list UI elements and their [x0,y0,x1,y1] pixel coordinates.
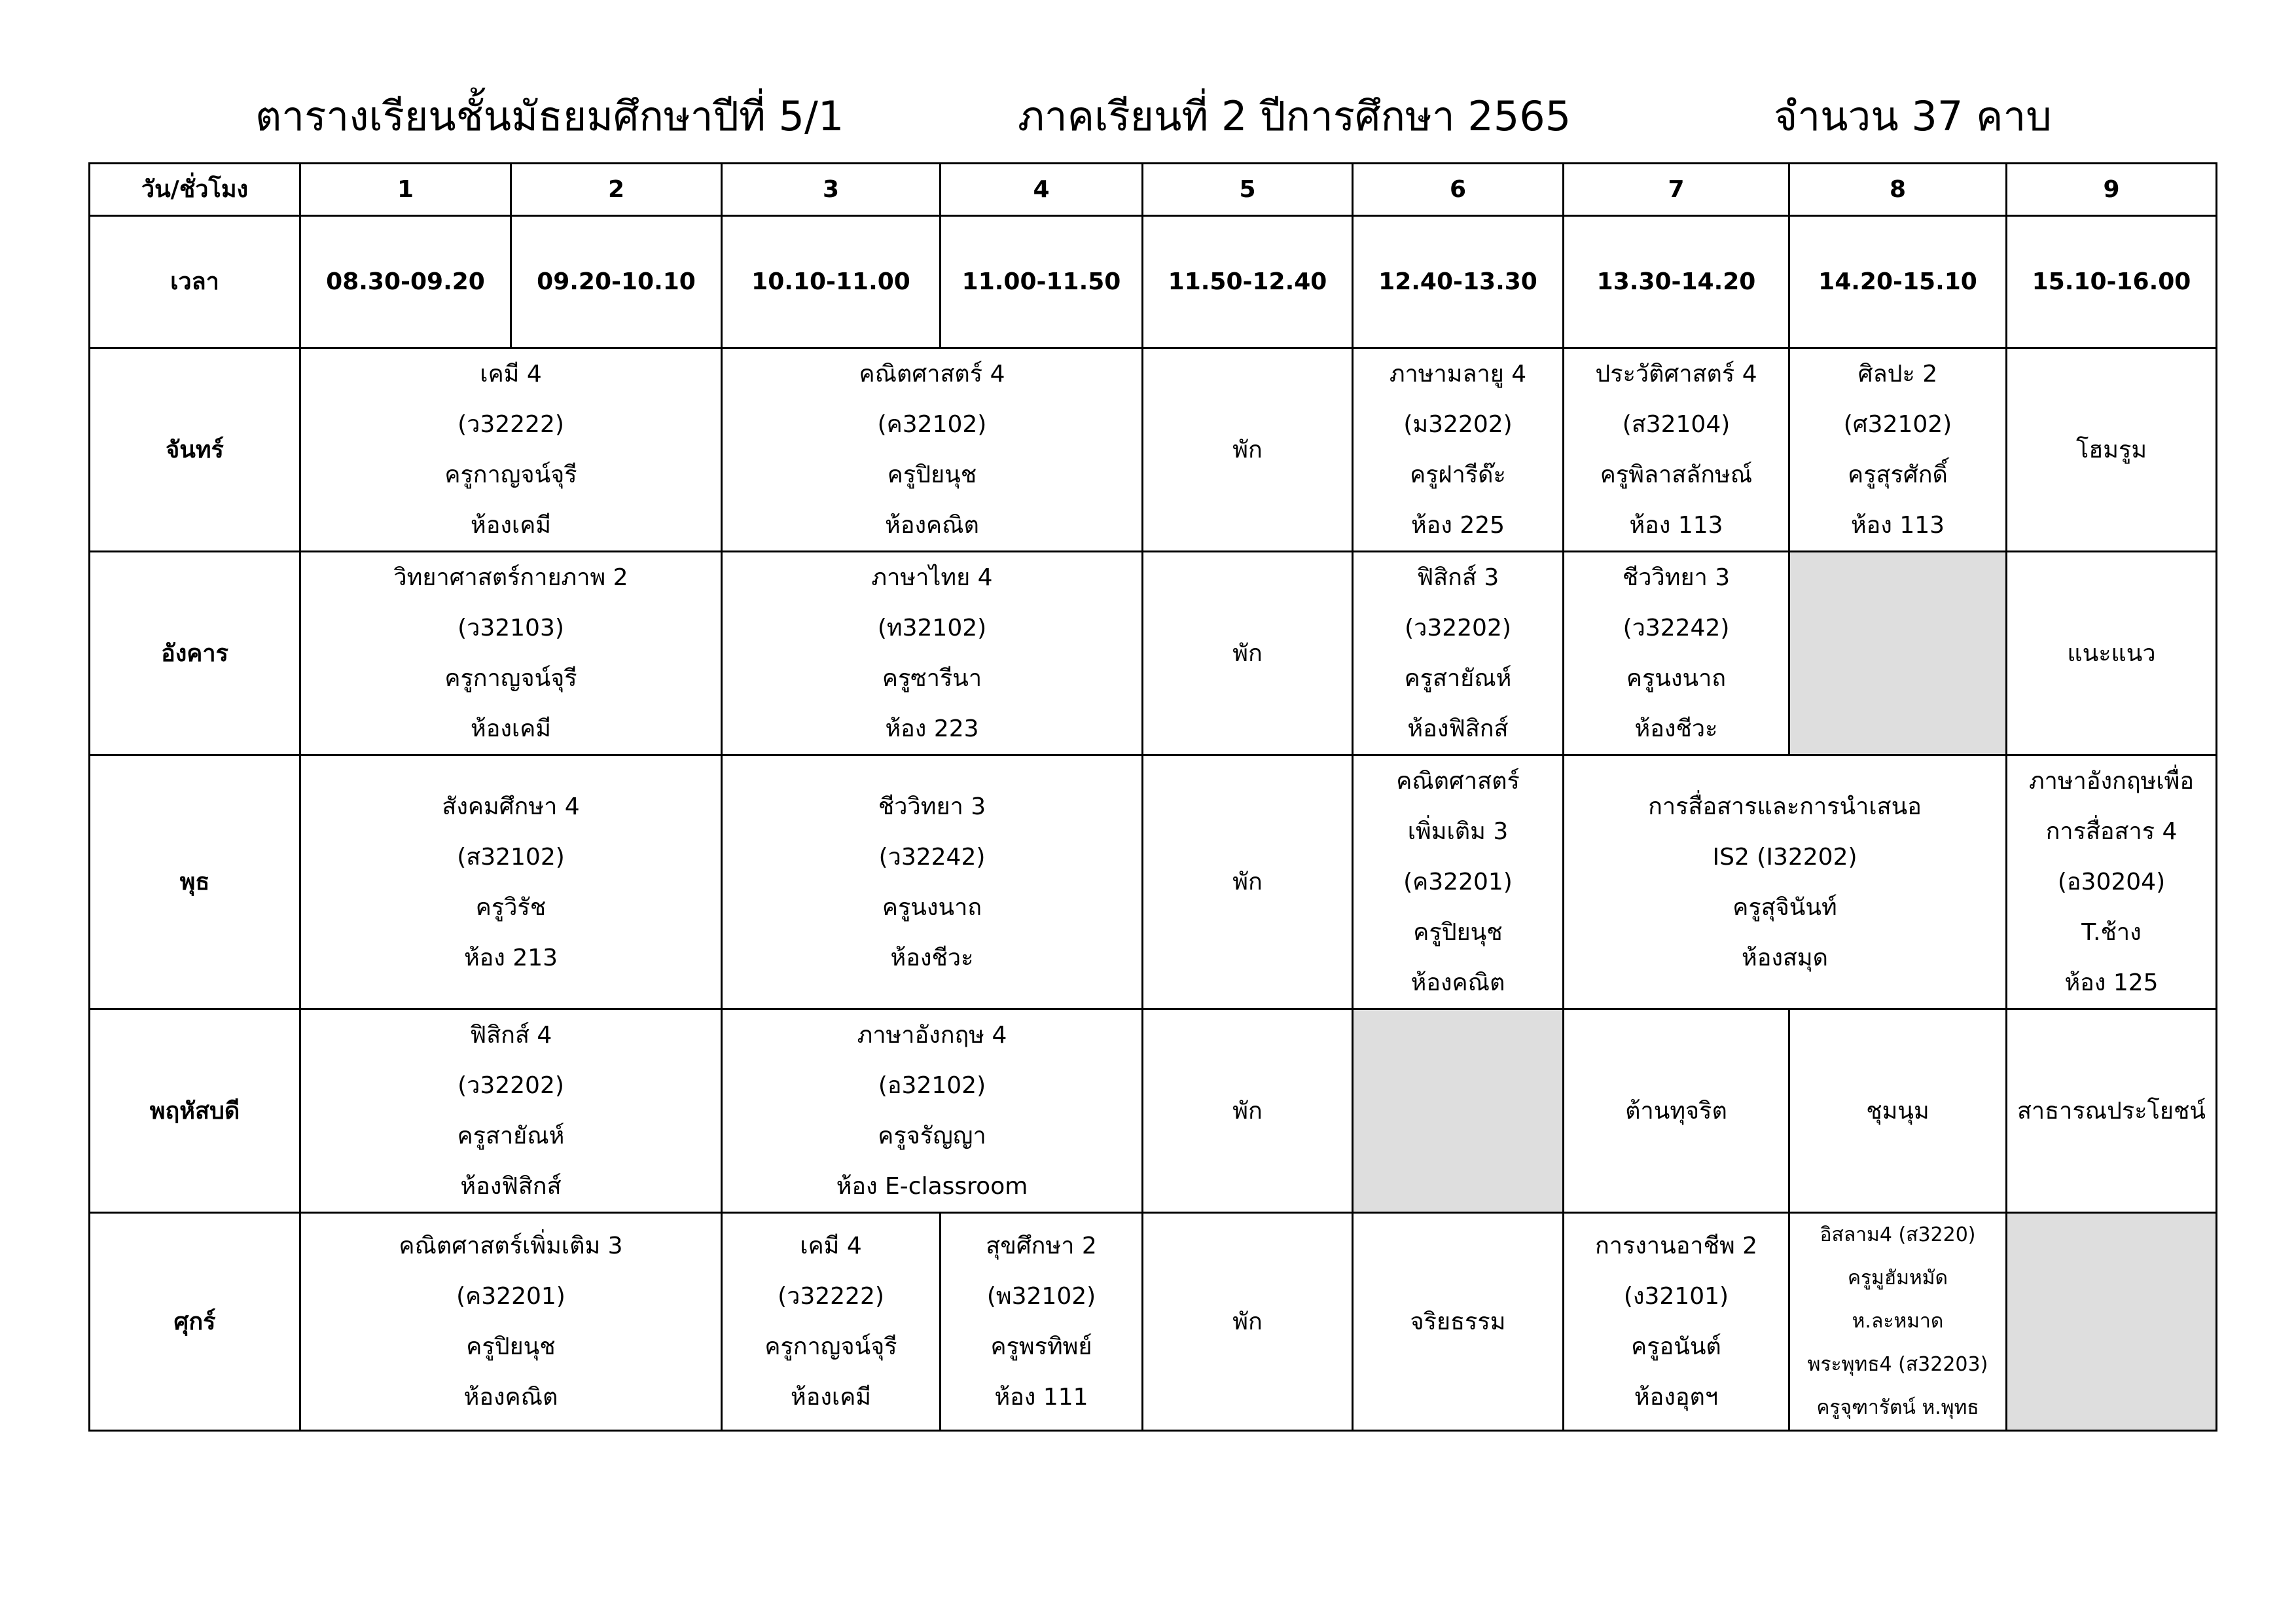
subject-name: ประวัติศาสตร์ 4 [1595,361,1757,388]
time-slot: 10.10-11.00 [722,216,941,348]
teacher-name: ครูปิยนุช [887,461,977,488]
room-name: ห้องชีวะ [1634,715,1718,742]
class-cell [722,755,1143,1009]
room-name: ห้อง 223 [885,715,979,742]
teacher-name: T.ช้าง [2081,919,2142,946]
subject-code: (ส32104) [1622,411,1731,438]
subject-code: (ค32201) [456,1283,565,1310]
class-cell [1353,755,1564,1009]
teacher-name: ครูปิยนุช [1413,919,1503,946]
class-cell [941,1213,1143,1431]
room-name: ห.ละหมาด [1852,1310,1944,1333]
class-cell [2007,755,2217,1009]
timetable [88,162,2217,1432]
activity-cell: ชุมนุม [1789,1009,2007,1213]
teacher-name: ครูสุจินันท์ [1732,893,1837,921]
class-cell [1564,755,2007,1009]
room-name: ห้องฟิสิกส์ [460,1173,562,1200]
room-name: ห้องคณิต [885,512,979,539]
subject-name: สังคมศึกษา 4 [442,793,580,820]
subject-code: (พ32102) [986,1283,1096,1310]
time-slot: 15.10-16.00 [2007,216,2217,348]
class-cell [722,1213,941,1431]
teacher-name: ครูวิรัช [475,893,547,921]
subject-name: อิสลาม4 (ส3220) [1820,1223,1976,1246]
room-name: ห้อง 113 [1629,512,1723,539]
subject-code: (ว32222) [457,411,564,438]
subject-code: (ว32202) [1405,615,1511,641]
room-name: ห้อง 225 [1410,512,1505,539]
day-label: ศุกร์ [90,1213,300,1431]
header-row [90,164,2217,216]
day-label: พุธ [90,755,300,1009]
room-name: ห้องเคมี [790,1384,872,1411]
period-header: 3 [722,164,941,216]
friday-row [90,1213,2217,1431]
class-cell [1789,348,2007,552]
subject-name: ชีววิทยา 3 [878,793,986,820]
subject-code: (ส32102) [457,843,565,871]
activity-cell: ต้านทุจริต [1564,1009,1789,1213]
subject-code: (ศ32102) [1843,411,1952,438]
period-header: 7 [1564,164,1789,216]
teacher-name: ครูสายัณห์ [1404,665,1512,692]
teacher-name: ครูปิยนุช [466,1333,556,1360]
teacher-name: ครูมูฮัมหมัด [1847,1267,1948,1290]
subject-name: เคมี 4 [800,1233,862,1259]
room-name: ห้อง 111 [994,1384,1088,1411]
teacher-name: ครูกาญจน์จุรี [444,461,577,488]
subject-name: ศิลปะ 2 [1857,361,1938,388]
subject-code: (อ32102) [878,1072,986,1099]
room-name: ห้องฟิสิกส์ [1407,715,1509,742]
subject-name: ชีววิทยา 3 [1622,564,1731,591]
class-cell [1564,348,1789,552]
room-name: ห้อง 125 [2064,969,2159,996]
activity-cell: จริยธรรม [1353,1213,1564,1431]
room-name: ห้องคณิต [1410,969,1505,996]
time-slot: 09.20-10.10 [511,216,722,348]
time-slot: 11.50-12.40 [1143,216,1353,348]
subject-code: (ว32202) [457,1072,564,1099]
period-header: 1 [300,164,511,216]
subject-code: (ว32222) [778,1283,884,1310]
subject-code: (อ30204) [2057,869,2166,895]
teacher-room: ครูจุฑารัตน์ ห.พุทธ [1816,1396,1979,1419]
teacher-name: ครูอนันต์ [1631,1333,1721,1360]
break-cell: พัก [1143,1213,1353,1431]
room-name: ห้อง 113 [1850,512,1945,539]
room-name: ห้อง E-classroom [836,1173,1028,1200]
room-name: ห้องคณิต [463,1384,558,1411]
class-cell [300,1009,722,1213]
subject-code: (ค32102) [877,411,987,438]
class-cell [300,1213,722,1431]
subject-name: สุขศึกษา 2 [986,1233,1097,1259]
period-header: 9 [2007,164,2217,216]
teacher-name: ครูสุรศักดิ์ [1848,461,1948,488]
subject-name: คณิตศาสตร์ 4 [859,361,1005,388]
break-cell: พัก [1143,348,1353,552]
teacher-name: ครูนงนาถ [882,893,982,921]
break-cell: พัก [1143,755,1353,1009]
schedule-title: ตารางเรียนชั้นมัธยมศึกษาปีที่ 5/1 [255,92,844,140]
activity-cell: โฮมรูม [2007,348,2217,552]
subject-code: (ว32242) [878,843,986,871]
teacher-name: ครูฝารีด๊ะ [1410,461,1506,488]
teacher-name: ครูกาญจน์จุรี [444,665,577,692]
teacher-name: ครูกาญจน์จุรี [764,1333,897,1360]
day-label: จันทร์ [90,348,300,552]
subject-name-cont: เพิ่มเติม 3 [1407,818,1509,845]
time-row [90,216,2217,348]
break-cell: พัก [1143,552,1353,755]
monday-row [90,348,2217,552]
subject-code: (ว32242) [1623,615,1730,641]
class-cell [1353,348,1564,552]
subject-name-cont: การสื่อสาร 4 [2045,818,2178,845]
tuesday-row [90,552,2217,755]
period-header: 8 [1789,164,2007,216]
teacher-name: ครูนงนาถ [1626,665,1727,692]
teacher-name: ครูพรทิพย์ [990,1333,1092,1360]
class-cell [1789,1213,2007,1431]
subject-name: ภาษามลายู 4 [1389,361,1527,388]
period-header: 5 [1143,164,1353,216]
time-slot: 14.20-15.10 [1789,216,2007,348]
time-slot: 08.30-09.20 [300,216,511,348]
subject-name: คณิตศาสตร์เพิ่มเติม 3 [399,1233,623,1259]
subject-name: ภาษาอังกฤษ 4 [857,1022,1007,1049]
class-cell [722,552,1143,755]
class-cell [1564,1213,1789,1431]
subject-name: เคมี 4 [480,361,542,388]
period-header: 4 [941,164,1143,216]
subject-name: คณิตศาสตร์ [1396,768,1520,795]
class-cell [722,348,1143,552]
subject-name: พระพุทธ4 (ส32203) [1807,1353,1988,1376]
title-row [0,77,2296,156]
subject-name: ภาษาไทย 4 [871,564,993,591]
class-cell [300,348,722,552]
subject-name: การงานอาชีพ 2 [1594,1233,1758,1259]
room-name: ห้องอุตฯ [1634,1384,1719,1411]
subject-code: (ว32103) [457,615,564,641]
class-cell [1564,552,1789,755]
class-cell [300,755,722,1009]
subject-code: (ท32102) [877,615,987,641]
thursday-row [90,1009,2217,1213]
subject-name: ฟิสิกส์ 3 [1416,564,1499,591]
day-period-header: วัน/ชั่วโมง [90,164,300,216]
room-name: ห้องเคมี [470,715,552,742]
subject-name: การสื่อสารและการนำเสนอ [1648,793,1922,820]
teacher-name: ครูซารีนา [882,665,982,692]
break-cell: พัก [1143,1009,1353,1213]
time-slot: 12.40-13.30 [1353,216,1564,348]
teacher-name: ครูจรัญญา [878,1123,986,1149]
class-cell [300,552,722,755]
class-cell [1353,552,1564,755]
subject-name: ฟิสิกส์ 4 [469,1022,552,1049]
activity-cell: แนะแนว [2007,552,2217,755]
subject-name: ภาษาอังกฤษเพื่อ [2028,768,2195,795]
day-label: พฤหัสบดี [90,1009,300,1213]
day-label: อังคาร [90,552,300,755]
activity-cell: สาธารณประโยชน์ [2007,1009,2217,1213]
empty-cell [1353,1009,1564,1213]
empty-cell [2007,1213,2217,1431]
room-name: ห้อง 213 [463,944,558,971]
class-cell [722,1009,1143,1213]
period-header: 2 [511,164,722,216]
period-header: 6 [1353,164,1564,216]
period-count: จำนวน 37 คาบ [1774,92,2052,140]
time-label: เวลา [90,216,300,348]
time-slot: 13.30-14.20 [1564,216,1789,348]
subject-code: (ม32202) [1403,411,1513,438]
room-name: ห้องเคมี [470,512,552,539]
subject-name: วิทยาศาสตร์กายภาพ 2 [393,564,628,591]
teacher-name: ครูพิลาสลักษณ์ [1600,461,1753,488]
semester-label: ภาคเรียนที่ 2 ปีการศึกษา 2565 [1018,92,1571,140]
room-name: ห้องสมุด [1741,944,1828,971]
teacher-name: ครูสายัณห์ [457,1123,565,1149]
room-name: ห้องชีวะ [890,944,974,971]
time-slot: 11.00-11.50 [941,216,1143,348]
subject-code: (ค32201) [1403,869,1513,895]
subject-code: (ง32101) [1623,1283,1729,1310]
empty-cell [1789,552,2007,755]
wednesday-row [90,755,2217,1009]
subject-code: IS2 (I32202) [1712,843,1857,871]
